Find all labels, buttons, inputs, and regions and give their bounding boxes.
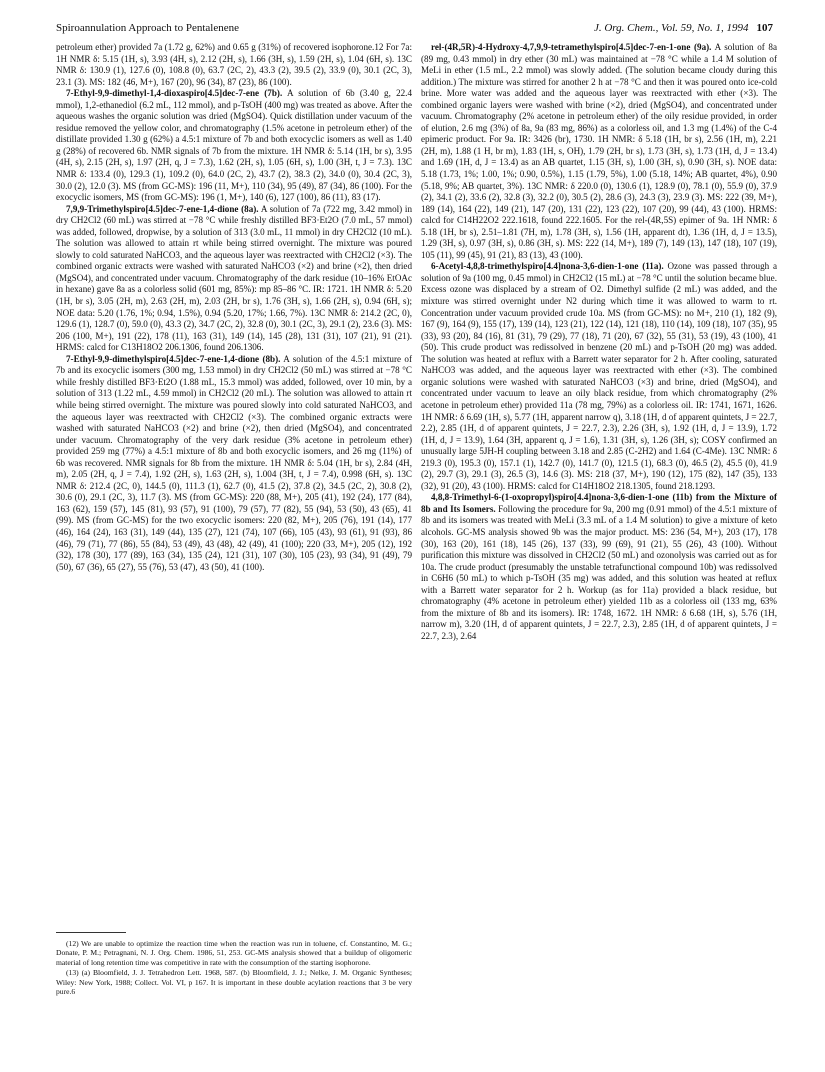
paragraph: 7-Ethyl-9,9-dimethyl-1,4-dioxaspiro[4.5]dec-7-ene (7b). A solution of 6b (3.40 g, 22.4 mmol), 1,2-ethanediol (6.2 mL, 112 mmol), and p-TsOH (400 mg) was treated as above. After the aqueous washes the organic solution was dried (MgSO4). Quick distillation under vacuum of the residue removed the yellow color, and chromatography (1.5% acetone in petroleum ether) of the distillate provided 1.30 g (62%) a 4.5:1 mixture of 7b and both exocyclic isomers as well as 1.40 g (28%) of recovered 6b. NMR signals of 7b from the mixture. 1H NMR δ: 5.14 (1H, br s), 3.95 (4H, s), 2.15 (2H, s), 1.97 (2H, q, J = 7.3), 1.62 (2H, s), 1.05 (6H, s), 1.00 (3H, t, J = 7.3). 13C NMR δ: 133.4 (0), 129.3 (1), 109.2 (0), 64.0 (2C, 2), 43.7 (2), 38.3 (2), 34.0 (0), 30.4 (2C, 3), 30.0 (2), 12.0 (3). MS (from GC-MS): 196 (11, M+), 110 (34), 95 (49), 87 (34), 86 (100). For the exocyclic isomers, MS (from GC-MS): 196 (1, M+), 140 (6), 127 (100), 86 (11), 83 (17). [56,88,413,203]
section-title: 6-Acetyl-4,8,8-trimethylspiro[4.4]nona-3,6-dien-1-one (11a). [431,261,664,272]
page-header [56,22,773,38]
section-title: 7,9,9-Trimethylspiro[4.5]dec-7-ene-1,4-dione (8a). [66,203,259,214]
section-title: 4,8,8-Trimethyl-6-(1-oxopropyl)spiro[4.4]nona-3,6-dien-1-one (11b) from the Mixture of 8b and Its Isomers. [421,492,777,514]
section-title: rel-(4R,5R)-4-Hydroxy-4,7,9,9-tetramethylspiro[4.5]dec-7-en-1-one (9a). [431,42,712,52]
paragraph: rel-(4R,5R)-4-Hydroxy-4,7,9,9-tetramethylspiro[4.5]dec-7-en-1-one (9a). A solution of 8a (89 mg, 0.43 mmol) in dry ether (30 mL) was maintained at −78 °C while a 1.4 M solution of MeLi in ether (1.5 mL, 2.2 mmol) was slowly added. (The solution became cloudy during this addition.) The mixture was stirred for another 2 h at −78 °C and then it was poured onto ice-cold brine. More water was added and the aqueous layer was reextracted with ether (×3). The combined organic layers were washed with brine (×2), dried (MgSO4), and concentrated under vacuum. Chromatography (2% acetone in petroleum ether) of the oily residue provided, in order of elution, 2.6 mg (3%) of 8a, 9a (83 mg, 86%) as a colorless oil, and 1.3 mg (1.4%) of the C-4 epimeric product. For 9a. IR: 3426 (br), 1730. 1H NMR: δ 5.18 (1H, br s), 2.56 (1H, m), 2.21 (2H, m), 1.88 (1 H, br m), 1.83 (1H, s, OH), 1.79 (2H, br s), 1.73 (3H, s), 1.73 (1H, d, J = 13.4) and 1.69 (1H, d, J = 13.4) as an AB quartet, 1.15 (3H, s), 1.00 (3H, s), 0.90 (3H, s). NOE data: 5.18 (1.73, 1%; 1.00, 1%; 0.90, 0.5%), 1.15 (1.79, 5%), 1.00 (5.18, 14%; AB quartet, 4%), 0.90 (5.18, 9%; AB quartet, 3%). 13C NMR: δ 220.0 (0), 130.6 (1), 128.9 (0), 78.1 (0), 55.9 (0), 37.9 (2), 34.1 (2), 33.6 (2), 32.8 (3), 32.2 (0), 30.5 (2), 28.6 (3), 24.3 (3), 23.9 (3). MS: 222 (39, M+), 189 (14), 164 (22), 149 (21), 147 (20), 131 (22), 123 (22), 107 (20), 99 (44), 43 (100). HRMS: calcd for C14H22O2 222.1618, found 222.1605. For the rel-(4R,5S) epimer of 9a. 1H NMR: δ 5.18 (1H, br s), 2.51–1.81 (7H, m), 1.78 (3H, s), 1.56 (1H, apparent dt), 1.36 (1H, d, J = 13.5), 1.29 (3H, s), 0.97 (3H, s), 0.86 (3H, s). MS: 222 (14, M+), 189 (7), 149 (13), 147 (18), 107 (19), 105 (11), 99 (45), 91 (21), 83 (13), 43 (100). [421,42,777,260]
paragraph: 6-Acetyl-4,8,8-trimethylspiro[4.4]nona-3,6-dien-1-one (11a). Ozone was passed through a solution of 9a (100 mg, 0.45 mmol) in CH2Cl2 (15 mL) at −78 °C until the solution became blue. Excess ozone was displaced by a stream of O2. Dimethyl sulfide (2 mL) was added, and the mixture was stirred overnight under N2 during which time it was allowed to warm to rt. Concentration under vacuum provided crude 10a. MS (from GC-MS): no M+, 210 (1), 182 (9), 167 (9), 164 (9), 155 (17), 139 (14), 123 (21), 122 (14), 121 (18), 110 (14), 109 (18), 107 (35), 95 (33), 93 (20), 84 (16), 81 (31), 79 (29), 77 (18), 71 (20), 67 (32), 55 (31), 53 (19), 43 (100), 41 (50). This crude product was redissolved in benzene (20 mL) and p-TsOH (20 mg) was added. The solution was heated at reflux with a Barrett water separator for 2 h. After cooling, saturated NaHCO3 was added, and the aqueous layer was reextracted with ether (×3). The combined organic solutions were washed with saturated NaHCO3 (×3) and brine, dried (MgSO4), and concentrated under vacuum to leave an oily black residue, from which chromatography (2% acetone in petroleum ether) provided 11a (78 mg, 79%) as a colorless oil. IR: 1741, 1671, 1626. 1H NMR: δ 6.69 (1H, s), 5.77 (1H, apparent narrow q), 3.18 (1H, d of apparent quintets, J = 22.7, 2.2), 2.85 (1H, d of apparent quintets, J = 22.7, 2.3), 2.26 (3H, s), 1.92 (1H, d, J = 13.9), 1.72 (1H, d, J = 13.9), 1.64 (3H, apparent q, J = 1.6), 1.31 (3H, s), 1.26 (3H, s); COSY confirmed an unusually large 5JH-H coupling between 3.18 and 2.85 (C-2H2) and 1.64 (C-4Me). 13C NMR: δ 219.3 (0), 195.3 (0), 157.1 (1), 142.7 (0), 141.7 (0), 121.5 (1), 68.3 (0), 46.5 (2), 45.5 (0), 41.9 (2), 29.7 (3), 29.1 (3), 26.5 (3), 14.6 (3). MS: 218 (37, M+), 190 (12), 175 (82), 147 (35), 133 (32), 91 (20), 43 (100). HRMS: calcd for C14H18O2 218.1305, found 218.1293. [421,261,777,491]
paragraph: 7,9,9-Trimethylspiro[4.5]dec-7-ene-1,4-dione (8a). A solution of 7a (722 mg, 3.42 mmol) in dry CH2Cl2 (60 mL) was stirred at −78 °C while freshly distilled BF3·Et2O (7.0 mL, 57 mmol) was added, followed, dropwise, by a solution of 313 (3.0 mL, 11 mmol) in dry CH2Cl2 (10 mL). The solution was allowed to attain rt while being stirred overnight. The mixture was poured slowly to cold saturated NaHCO3, and the aqueous layer was reextracted with CH2Cl2 (×3). The combined organic extracts were washed with saturated NaHCO3 (×2) and brine (×2), then dried (MgSO4), and concentrated under vacuum. Chromatography of the dark residue (10–16% EtOAc in hexane) gave 8a as a colorless solid (601 mg, 85%): mp 85–86 °C. IR: 1721. 1H NMR δ: 5.20 (1H, br s), 3.05 (2H, m), 2.63 (2H, m), 2.03 (2H, br s), 1.76 (3H, s), 1.66 (2H, s), 0.94 (6H, s); NOE data: 5.20 (1.76, 1%; 0.94, 1.5%), 0.94 (5.20, 17%; 1.66, 7%). 13C NMR δ: 214.2 (2C, 0), 129.6 (1), 128.7 (0), 59.0 (0), 43.3 (2), 34.7 (2C, 2), 32.8 (0), 30.1 (2C, 3), 29.1 (2), 23.6 (3). MS: 206 (100, M+), 191 (22), 178 (11), 163 (31), 149 (14), 145 (28), 131 (31), 107 (21), 91 (21). HRMS: calcd for C13H18O2 206.1306, found 206.1306. [56,203,412,353]
paragraph: 7-Ethyl-9,9-dimethylspiro[4.5]dec-7-ene-1,4-dione (8b). A solution of the 4.5:1 mixture of 7b and its exocyclic isomers (300 mg, 1.53 mmol) in dry CH2Cl2 (50 mL) was stirred at −78 °C while freshly distilled BF3·Et2O (1.88 mL, 15.3 mmol) was added, followed, over 10 min, by a solution of 313 (1.22 mL, 4.59 mmol) in CH2Cl2 (20 mL). The solution was allowed to attain rt while being stirred overnight. The mixture was poured slowly into cold saturated NaHCO3, and the aqueous layer was reextracted with CH2Cl2 (×3). The combined organic extracts were washed with saturated NaHCO3 (×2) and brine (×2), then dried (MgSO4), and concentrated under vacuum. Chromatography of the very dark residue (3% acetone in petroleum ether) provided 259 mg (77%) a 4.5:1 mixture of 8b and both exocyclic isomers, and 26 mg (11%) of 6b was recovered. NMR signals for 8b from the mixture. 1H NMR δ: 5.04 (1H, br s), 2.84 (4H, m), 2.05 (2H, q, J = 7.4), 1.92 (2H, s), 1.63 (2H, s), 1.004 (3H, t, J = 7.4), 0.998 (6H, s). 13C NMR δ: 212.4 (2C, 0), 144.5 (0), 111.3 (1), 62.7 (0), 41.5 (2), 37.8 (2), 34.5 (2C, 2), 30.8 (2), 30.6 (0), 29.1 (2C, 3), 11.7 (3). MS (from GC-MS): 220 (88, M+), 205 (41), 192 (24), 177 (84), 163 (62), 159 (57), 145 (81), 93 (57), 91 (100), 79 (57), 77 (82), 55 (94), 53 (50), 43 (65), 41 (99). MS (from GC-MS) for the two exocyclic isomers: 220 (82, M+), 205 (76), 191 (14), 177 (46), 164 (24), 163 (31), 149 (44), 135 (27), 121 (74), 107 (66), 105 (43), 93 (61), 91 (93), 86 (46), 79 (71), 77 (86), 55 (84), 53 (49), 43 (48), 42 (49), 41 (100); 220 (33, M+), 205 (12), 192 (32), 178 (30), 177 (89), 163 (34), 135 (24), 121 (31), 107 (30), 105 (23), 93 (34), 91 (49), 79 (50), 67 (36), 65 (27), 55 (76), 53 (47), 43 (50), 41 (100). [56,353,412,572]
section-title: 7-Ethyl-9,9-dimethyl-1,4-dioxaspiro[4.5]dec-7-ene (7b). [66,88,283,99]
section-title: 7-Ethyl-9,9-dimethylspiro[4.5]dec-7-ene-1,4-dione (8b). [66,353,281,364]
journal-name: J. Org. Chem., Vol. 59, No. 1, 1994 [593,22,749,34]
running-title: Spiroannulation Approach to Pentalenene [56,22,239,34]
paragraph: 4,8,8-Trimethyl-6-(1-oxopropyl)spiro[4.4]nona-3,6-dien-1-one (11b) from the Mixture of 8b and Its Isomers. Following the procedure for 9a, 200 mg (0.91 mmol) of the 4.5:1 mixture of 8b and its isomers was treated with MeLi (3.3 mL of a 1.4 M solution) to give a mixture of keto alcohols. GC-MS analysis showed 9b was the major product. MS: 236 (54, M+), 203 (17), 178 (30), 163 (20), 161 (18), 145 (26), 137 (33), 99 (69), 91 (21), 55 (26), 43 (100). Without purification this mixture was dissolved in CH2Cl2 (50 mL) and ozonolysis was carried out as for 10a. The crude product (presumably the unstable tetrafunctional compound 10b) was redissolved in C6H6 (50 mL) to which p-TsOH (35 mg) was added, and this solution was heated at reflux with a Barrett water separator for 2 h. Workup (as for 11a) provided a black residue, but chromatography (4% acetone in petroleum ether) yielded 11b as a colorless oil (133 mg, 63% from the mixture of 8b and its isomers). IR: 1748, 1672. 1H NMR: δ 6.68 (1H, s), 5.76 (1H, narrow m), 3.20 (1H, d of apparent quintets, J = 22.7, 2.3), 2.85 (1H, d of apparent quintets, J = 22.7, 2.3), 2.64 [421,492,777,641]
journal-citation [594,22,773,34]
footnote: (12) We are unable to optimize the reaction time when the reaction was run in toluene, cf. Constantino, M. G.; Donate, P. M.; Petragnani, N. J. Org. Chem. 1986, 51, 253. GC-MS analysis showed that a buildup of oligomeric material of long retention time was competitive in rate with the consumption of the starting isophorone. [56,939,412,967]
footnote: (13) (a) Bloomfield, J. J. Tetrahedron Lett. 1968, 587. (b) Bloomfield, J. J.; Nelke, J. M. Organic Syntheses; Wiley: New York, 1988; Collect. Vol. VI, p 167. It is important in these double acylation reactions that 3 be very pure.6 [56,968,412,997]
page-number: 107 [756,22,773,34]
footnotes [56,932,412,997]
paragraph: petroleum ether) provided 7a (1.72 g, 62%) and 0.65 g (31%) of recovered isophorone.12 For 7a: 1H NMR δ: 5.15 (1H, s), 3.93 (4H, s), 2.12 (2H, s), 1.66 (3H, s), 1.59 (2H, s), 1.04 (6H, s). 13C NMR δ: 130.9 (1), 127.6 (0), 108.8 (0), 63.7 (2C, 2), 43.3 (2), 39.5 (2), 33.9 (0), 30.1 (2C, 3), 23.1 (3). MS: 182 (46, M+), 167 (20), 96 (34), 87 (23), 86 (100). [56,42,412,87]
left-column [56,42,412,573]
footnote-rule [56,932,126,933]
right-column [421,42,777,642]
